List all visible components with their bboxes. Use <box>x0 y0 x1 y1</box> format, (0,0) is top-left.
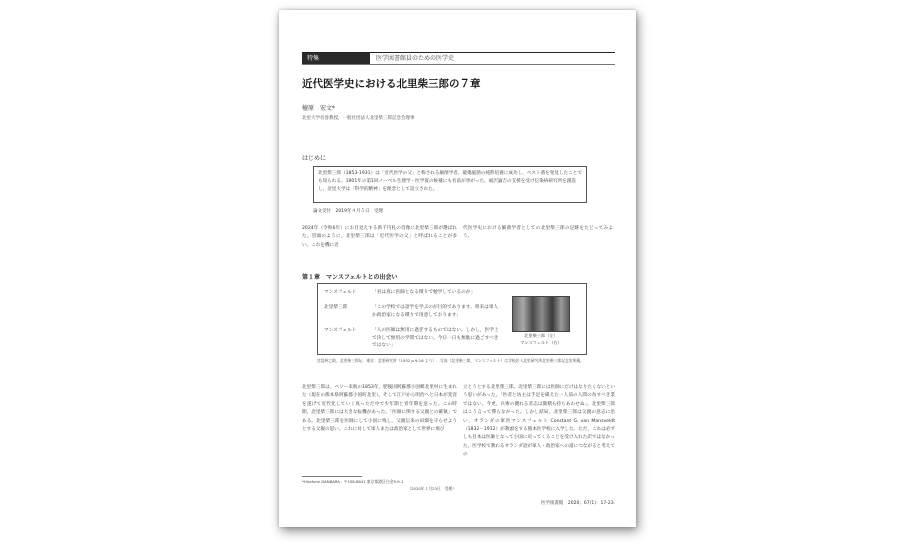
journal-citation: 医学図書館 2020；67(1)：17-23. <box>540 501 615 506</box>
dialog-row <box>324 327 500 350</box>
article-author: 檀原 宏文* <box>302 105 336 112</box>
intro-heading: はじめに <box>302 155 327 162</box>
portrait-photo <box>512 296 570 332</box>
received-date: 論文受付 2019年４月５日 受理 <box>313 209 383 214</box>
dialog-line: 「君は真に医師となる積りで勉学しているのか」 <box>372 290 476 295</box>
photo-caption-line: 北里柴三郎（左） <box>524 333 558 338</box>
dialog-row <box>324 304 500 319</box>
body-text-left: 北里柴三郎は，ペリー来航の1853年，肥後国阿蘇郡小国郷北里村に生まれた（現在の熊本県阿蘇郡小国町北里）。そして江戸から明治へと日本が変容を遂げて近代化していく真っただ中で少年期と青年期を送った。この時期，北里柴三郎には大きな転機があった。「医師に関する父親との確執」である。北里柴三郎を医師にして小国に残し，父親伝来の田畑を守らせようとする父親の思い。これに対して軍人または政治家として世界に飛び <box>302 385 457 433</box>
article-title: 近代医学史における北里柴三郎の７章 <box>302 78 481 90</box>
section-header-bar <box>302 52 615 65</box>
abstract-box: 北里柴三郎（1853-1931）は「近代医学の父」と称される細菌学者。破傷風菌の純粋培養に成功し，ペスト菌を発見したことでも知られる。1901年の第1回ノーベル生理学・医学賞の候補にも名前が挙がった。福沢諭吉の支援を受け伝染病研究所を創設し，北里大学は「科学的精神」を理念として設立された。 <box>313 166 587 203</box>
dialog-speaker: 北里柴三郎 <box>324 305 348 310</box>
source-note: 宮島幹之助，北里柴三郎伝．東京：北里研究所（1932 p.9-16 より）．写真（北里柴三郎，マンスフェルト）は学校法人北里研究所北里柴三郎記念室所蔵。 <box>317 358 585 363</box>
dialog-box <box>317 283 587 355</box>
section-tag: 特集 <box>302 53 370 64</box>
section-title: 医学図書館員のための医学史 <box>376 55 455 62</box>
dialog-speaker: マンスフェルト <box>324 328 357 333</box>
intro-paragraph-right: 代医学史における細菌学者としての北里柴三郎の足跡をたどってみよう。 <box>463 226 613 240</box>
photo-caption-line: マンスフェルト（右） <box>520 339 562 345</box>
footnote-date: （2020年１月23日 受理） <box>407 486 456 491</box>
author-affiliation: 北里大学名誉教授，一般社団法人北里柴三郎記念会理事 <box>302 116 415 121</box>
footnote-divider <box>302 476 362 477</box>
body-text-right: 立とうとする北里柴三郎。北里柴三郎には医師にだけはなりたくないという思いがあった。「医者と坊主は手足を備えた一人前の人間の為すべき業ではない。今更，兵術の優れる者志は微積も持ちあわせぬ」。北里柴三郎はこう言って憚らなかった。しかし結局，北里柴三郎は父親の意志に沿い，オランダの軍医マンスフェルト Constant G. van Mansveldt（1832－1912）が教頭をする熊本医学校に入学した。ただ，これは必ずしも目本は医師となって小国に戻ってくることを受け入れた訳ではなかった。医学校で教わるオランダ語が軍人・政治家への道につながると考えての <box>463 385 615 458</box>
dialog-speaker: マンスフェルト <box>324 290 357 295</box>
intro-paragraph-left: 2024年（令和6年）にお目見えする新千円札の肖像に北里柴三郎が選ばれた。冒頭のように，北里柴三郎は「近代医学の父」と呼ばれることが多い。これを機に近 <box>302 226 457 248</box>
document-page <box>279 10 636 527</box>
photo-caption <box>510 333 572 346</box>
dialog-line: 「この学校では語学を学ぶのが目的であります。将来は軍人か政治家になる積りで用意しております」 <box>372 305 499 318</box>
dialog-row <box>324 289 500 297</box>
footnote: *Hirofumi DANBARA : 〒108-8641 東京都港区白金5-9-1 <box>302 479 404 484</box>
chapter-heading: 第１章 マンスフェルトとの出会い <box>302 274 398 281</box>
dialog-line: 「人の医師は無用に過ぎするものではない。しかし，医学上で決して無用の学問ではない。今日一日も無駄に過ごすべきではない」 <box>372 328 499 348</box>
